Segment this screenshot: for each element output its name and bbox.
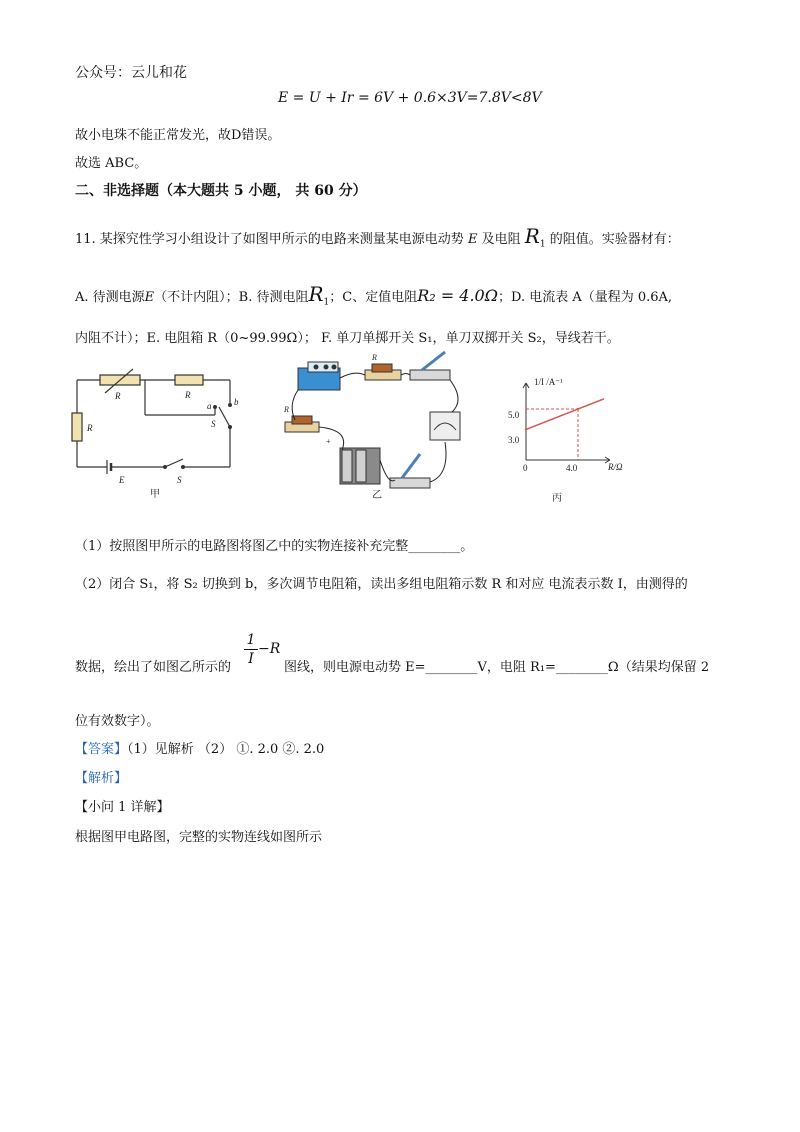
analysis-tag: 【解析】 <box>75 771 128 786</box>
mat-a2: （不计内阻）；B. 待测电阻 <box>154 290 309 305</box>
jia-label-s2: S <box>211 419 216 429</box>
mat-b: ；C、定值电阻 <box>329 290 418 305</box>
yi-label-r2: R <box>372 353 377 362</box>
q11-text-c: 的阻值。实验器材有： <box>549 232 680 247</box>
mat-symbol-e: E <box>144 290 155 305</box>
selection-text: 故选 ABC。 <box>75 156 148 171</box>
mat-c: ；D. 电流表 A（量程为 0.6A, <box>497 290 673 305</box>
jia-label-r: R <box>115 391 121 401</box>
series-line <box>526 399 604 430</box>
jia-label-r1: R <box>87 423 93 433</box>
symbol-r1: R <box>524 224 540 248</box>
bing-tick-x0: 0 <box>523 463 528 473</box>
materials-line-2: 内阻不计）；E. 电阻箱 R（0~99.99Ω）； F. 单刀单掷开关 S₁，单刀双掷开关 S₂，导线若干。 <box>75 331 620 346</box>
switch-s1 <box>390 478 430 488</box>
symbol-r1-sub: 1 <box>539 239 546 250</box>
part-3-text-a: 数据，绘出了如图乙所示的 <box>75 660 232 675</box>
ammeter <box>430 412 460 440</box>
sub-question-1-heading: 【小问 1 详解】 <box>75 800 170 815</box>
fraction-numerator: 1 <box>246 632 256 648</box>
equation-line: E = U + Ir = 6V + 0.6×3V=7.8V<8V <box>278 90 542 106</box>
conclusion-text: 故小电珠不能正常发光，故D错误。 <box>75 128 281 143</box>
jia-label-b: b <box>234 397 239 407</box>
figure-jia-circuit <box>65 365 245 500</box>
data-point <box>577 408 579 410</box>
bing-xlabel: R/Ω <box>608 462 623 472</box>
part-3-text-b: 图线，则电源电动势 E=________V，电阻 R₁=________Ω（结果均保留 2 <box>284 660 710 675</box>
jia-label-r2: R <box>185 390 191 400</box>
symbol-e: E <box>467 232 478 247</box>
switch-s2 <box>410 370 450 380</box>
jia-label-e: E <box>119 475 125 485</box>
answer-body: （1）见解析 （2） ①. 2.0 ②. 2.0 <box>127 742 325 757</box>
fraction-denominator: I <box>248 651 254 667</box>
part-4-text: 位有效数字）。 <box>75 714 160 729</box>
fraction <box>244 632 258 667</box>
bing-tick-x4: 4.0 <box>566 463 578 473</box>
final-line: 根据图甲电路图，完整的实物连线如图所示 <box>75 830 323 845</box>
figure-yi-apparatus <box>280 350 480 500</box>
mat-symbol-r1-sub: 1 <box>323 297 330 308</box>
part-2-text: （2）闭合 S₁，将 S₂ 切换到 b，多次调节电阻箱，读出多组电阻箱示数 R 和对应 电流表示数 I，由测得的 <box>75 577 688 592</box>
jia-label-s1: S <box>177 475 182 485</box>
bing-caption: 丙 <box>552 493 562 504</box>
yi-label-r1: R <box>284 405 289 414</box>
data-point <box>525 428 527 430</box>
account-name: 公众号：云儿和花 <box>75 65 187 81</box>
answer-line <box>75 738 324 757</box>
jia-caption: 甲 <box>150 489 160 500</box>
bing-ylabel: 1/I /A⁻¹ <box>534 377 563 387</box>
mat-a: A. 待测电源 <box>75 290 145 305</box>
section-heading: 二、非选择题（本大题共 5 小题， 共 60 分） <box>75 183 367 199</box>
materials-line-1 <box>75 282 672 308</box>
q11-text-b: 及电阻 <box>481 232 521 247</box>
yi-caption: 乙 <box>372 490 382 500</box>
part-1-text: （1）按照图甲所示的电路图将图乙中的实物连接补充完整________。 <box>75 539 474 554</box>
q11-text-a: 11. 某探究性学习小组设计了如图甲所示的电路来测量某电源电动势 <box>75 232 464 247</box>
bing-tick-y3: 3.0 <box>508 435 520 445</box>
minus-r: −R <box>258 641 281 657</box>
answer-tag: 【答案】 <box>75 742 128 757</box>
figure-bing-graph <box>500 375 640 505</box>
yi-label-plus: + <box>326 437 331 446</box>
question-11-line <box>75 224 680 250</box>
mat-symbol-r1: R <box>308 282 324 306</box>
bing-tick-y5: 5.0 <box>508 410 520 420</box>
r2-equation: R₂ = 4.0Ω <box>417 286 498 305</box>
jia-label-a: a <box>207 401 212 411</box>
